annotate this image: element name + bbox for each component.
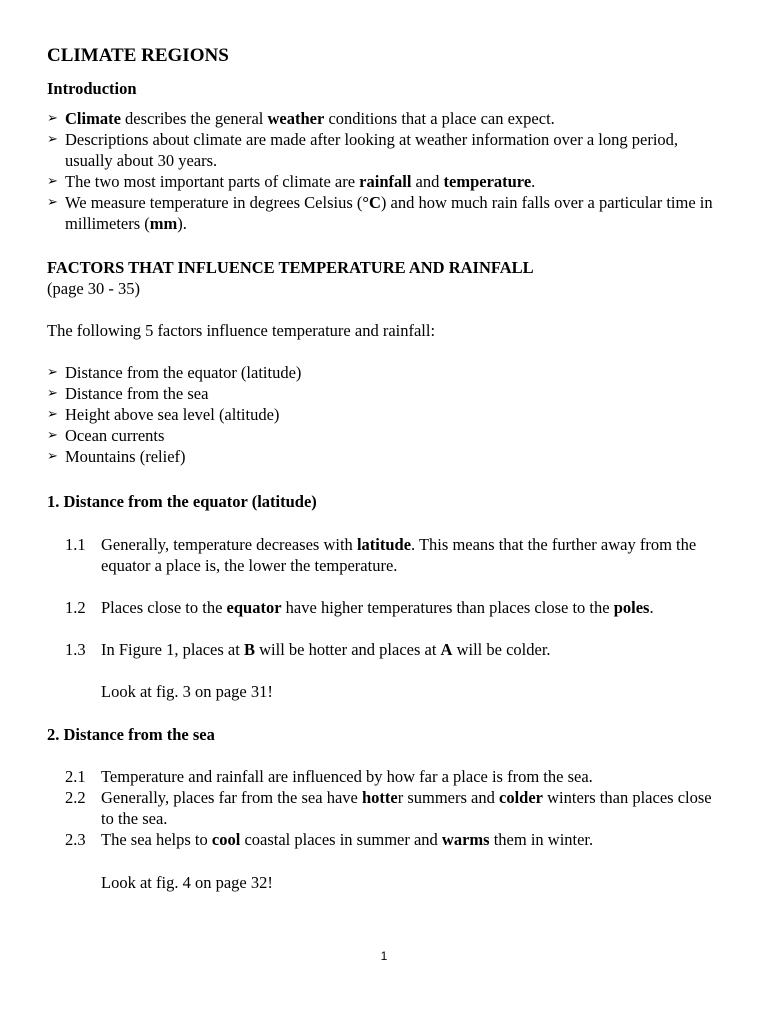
text-run: Places close to the: [101, 598, 227, 617]
document-title: CLIMATE REGIONS: [47, 45, 229, 66]
text-run: The two most important parts of climate are: [65, 172, 360, 191]
factor-item: ➢ Height above sea level (altitude): [47, 404, 727, 425]
text-run: have higher temperatures than places close to the: [281, 598, 614, 617]
text-run: Descriptions about climate are made after looking at weather information over a long period, usually about 30 years.: [65, 130, 679, 170]
text-run: and: [411, 172, 444, 191]
text-run: ) and how much rain falls over a particular time in millimeters (: [65, 193, 713, 233]
factors-heading: FACTORS THAT INFLUENCE TEMPERATURE AND RAINFALL: [47, 258, 534, 277]
item-text: [101, 640, 551, 659]
text-run: . This means that the further away from the equator a place is, the lower the temperature.: [101, 535, 697, 575]
numbered-item: [65, 534, 727, 576]
text-run: winters than places close to the sea.: [101, 788, 712, 828]
factors-page-ref: (page 30 - 35): [47, 279, 141, 298]
section1-heading: 1. Distance from the equator (latitude): [47, 492, 317, 511]
bold-term: A: [440, 640, 453, 659]
factors-list: [47, 362, 727, 467]
text-run: conditions that a place can expect.: [324, 109, 555, 128]
item-number: 2.3: [65, 830, 86, 849]
text-run: The sea helps to: [101, 830, 212, 849]
bold-term: latitude: [356, 535, 412, 554]
text-run: In Figure 1, places at: [101, 640, 244, 659]
text-run: will be colder.: [452, 640, 551, 659]
item-number: 1.2: [65, 598, 86, 617]
intro-bullet: [47, 108, 727, 129]
item-text: [101, 598, 654, 617]
bold-term: B: [243, 640, 255, 659]
intro-bullet: [47, 192, 727, 234]
numbered-item: [65, 787, 727, 829]
page-number: 1: [380, 949, 388, 963]
section2-look-at: Look at fig. 4 on page 32!: [101, 873, 273, 892]
bold-term: poles: [613, 598, 650, 617]
text-run: .: [649, 598, 654, 617]
bold-term: warms: [441, 830, 490, 849]
bold-term: °C: [362, 193, 381, 212]
section2-heading: 2. Distance from the sea: [47, 725, 215, 744]
item-number: 2.2: [65, 788, 86, 807]
text-run: them in winter.: [489, 830, 594, 849]
numbered-item: [65, 829, 727, 850]
intro-heading: Introduction: [47, 79, 137, 98]
bold-term: Climate: [65, 109, 121, 128]
bold-term: hotte: [361, 788, 398, 807]
item-number: 1.1: [65, 535, 86, 554]
section2-list: [65, 766, 727, 850]
item-number: 1.3: [65, 640, 86, 659]
bold-term: equator: [226, 598, 282, 617]
bold-term: mm: [149, 214, 178, 233]
bold-term: rainfall: [359, 172, 412, 191]
text-run: Temperature and rainfall are influenced by how far a place is from the sea.: [101, 767, 593, 786]
bold-term: temperature: [443, 172, 532, 191]
factor-item: ➢ Ocean currents: [47, 425, 727, 446]
text-run: describes the general: [120, 109, 268, 128]
item-text: [101, 788, 712, 828]
text-run: will be hotter and places at: [254, 640, 441, 659]
intro-bullet: [47, 129, 727, 171]
text-run: coastal places in summer and: [240, 830, 442, 849]
bold-term: colder: [499, 788, 543, 807]
section1-list: [65, 534, 727, 660]
factors-lead-text: The following 5 factors influence temperature and rainfall:: [47, 321, 436, 340]
item-text: [101, 767, 593, 786]
item-text: [101, 535, 696, 575]
item-number: 2.1: [65, 767, 86, 786]
factor-item: ➢ Distance from the sea: [47, 383, 727, 404]
text-run: ).: [177, 214, 187, 233]
bold-term: weather: [267, 109, 325, 128]
text-run: Generally, temperature decreases with: [101, 535, 357, 554]
numbered-item: [65, 639, 727, 660]
text-run: Generally, places far from the sea have: [101, 788, 362, 807]
item-text: [101, 830, 593, 849]
numbered-item: [65, 597, 727, 618]
factor-item: ➢ Distance from the equator (latitude): [47, 362, 727, 383]
factor-item: ➢ Mountains (relief): [47, 446, 727, 467]
text-run: We measure temperature in degrees Celsius (: [65, 193, 363, 212]
bold-term: cool: [211, 830, 241, 849]
text-run: r summers and: [397, 788, 499, 807]
intro-bullet: [47, 171, 727, 192]
text-run: .: [531, 172, 536, 191]
numbered-item: [65, 766, 727, 787]
intro-bullet-list: [47, 108, 727, 234]
section1-look-at: Look at fig. 3 on page 31!: [101, 682, 273, 701]
